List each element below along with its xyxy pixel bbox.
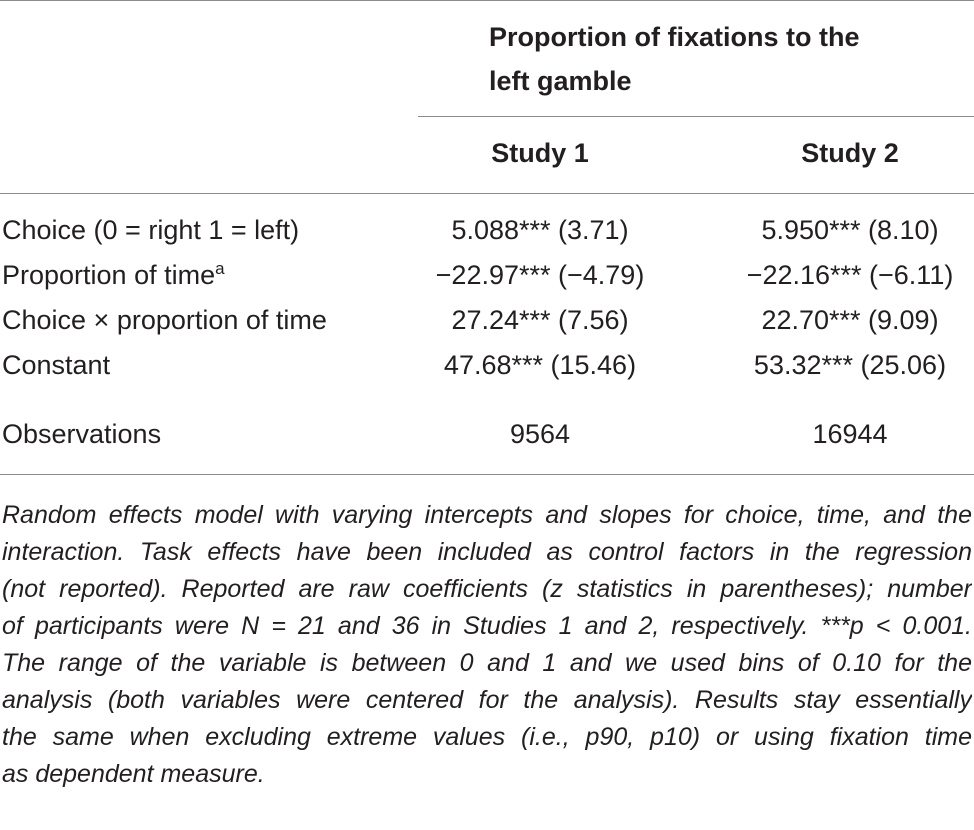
row-constant-study-1: 47.68*** (15.46) [443, 350, 637, 380]
footnote-marker-a: a [215, 259, 225, 278]
footnote-line-5: The range of the variable is between 0 and 1 and we used bins of 0.10 for the [2, 649, 972, 677]
row-choice-x-proportion-study-2: 22.70*** (9.09) [761, 305, 939, 335]
table-top-rule [0, 0, 974, 1]
row-label-choice: Choice (0 = right 1 = left) [2, 215, 300, 245]
group-header-line-1: Proportion of fixations to the [489, 22, 860, 52]
column-header-study-2: Study 2 [801, 138, 899, 168]
group-header-line-2: left gamble [489, 66, 632, 96]
row-choice-x-proportion-study-1: 27.24*** (7.56) [451, 305, 629, 335]
row-choice-study-2: 5.950*** (8.10) [761, 215, 939, 245]
row-label-proportion-of-time: Proportion of time$^a$ [2, 259, 225, 290]
row-proportion-of-time-study-1: −22.97*** (−4.79) [435, 260, 645, 290]
table-bottom-rule [0, 474, 974, 475]
footnote-line-3: (not reported). Reported are raw coefficients (z statistics in parentheses); number [2, 575, 972, 603]
header-bottom-rule [0, 193, 974, 194]
footnote-line-8: as dependent measure. [2, 760, 265, 788]
row-proportion-of-time-study-2: −22.16*** (−6.11) [746, 260, 954, 290]
footnote-line-2: interaction. Task effects have been included as control factors in the regression [2, 538, 972, 566]
observations-study-1: 9564 [509, 419, 571, 449]
footnote-line-6: analysis (both variables were centered for the analysis). Results stay essentially [2, 686, 972, 714]
row-constant-study-2: 53.32*** (25.06) [753, 350, 947, 380]
observations-study-2: 16944 [812, 419, 888, 449]
row-label-observations: Observations [2, 419, 162, 449]
column-header-study-1: Study 1 [491, 138, 589, 168]
row-label-choice-x-proportion: Choice × proportion of time [2, 305, 327, 335]
footnote-line-1: Random effects model with varying intercepts and slopes for choice, time, and the [2, 501, 972, 529]
footnote-line-4: of participants were N = 21 and 36 in Studies 1 and 2, respectively. ***p < 0.001. [2, 612, 972, 640]
row-label-constant: Constant [2, 350, 111, 380]
group-header-rule [418, 116, 974, 117]
table-footnote [2, 497, 972, 793]
footnote-line-7: the same when excluding extreme values (i.e., p90, p10) or using fixation time [2, 723, 972, 751]
row-choice-study-1: 5.088*** (3.71) [451, 215, 629, 245]
